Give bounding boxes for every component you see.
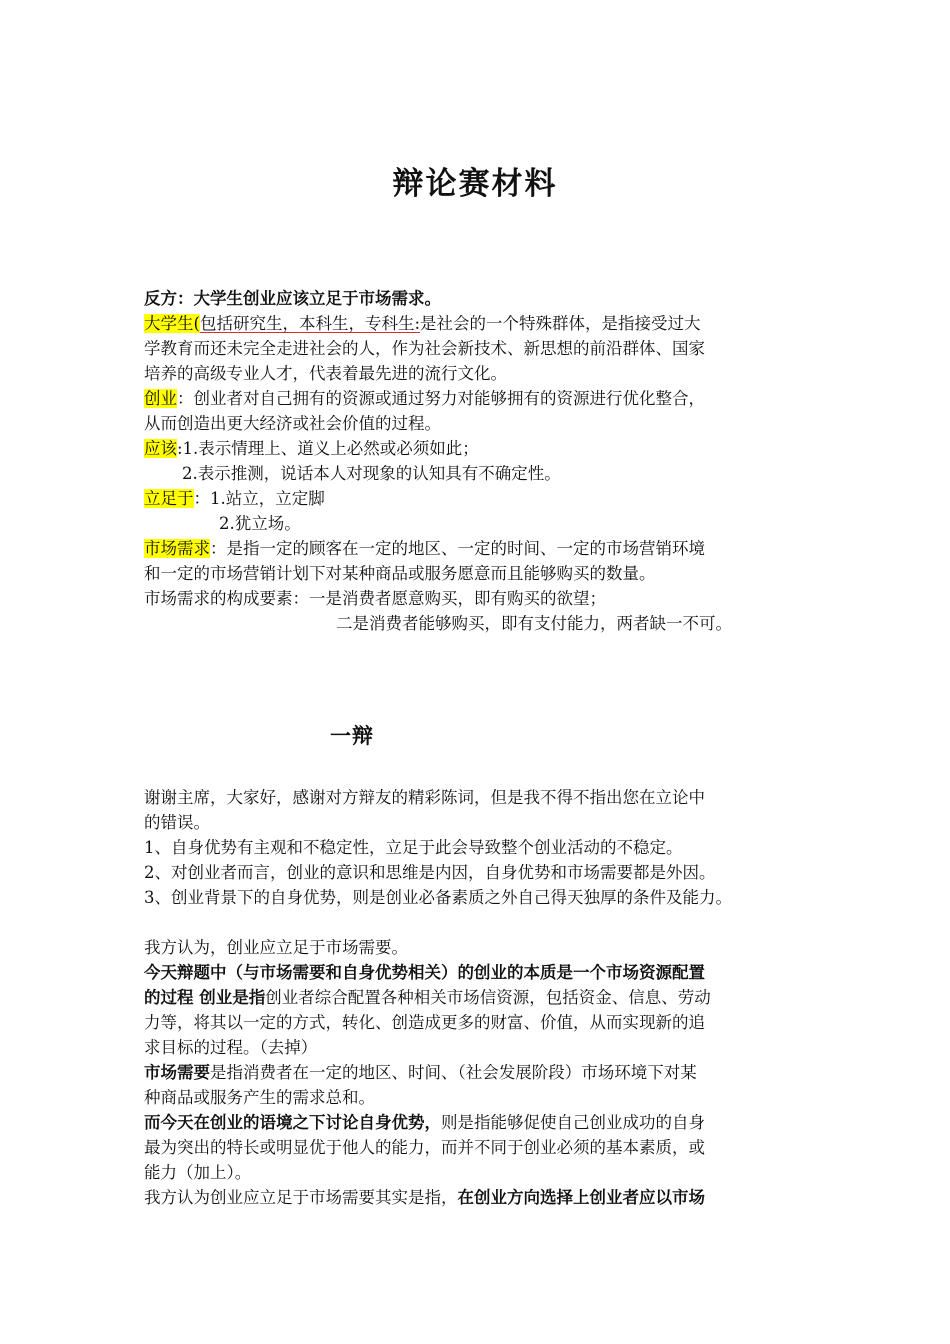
intro-line-2: 的错误。 xyxy=(144,813,210,832)
def-market-demand-line-2: 和一定的市场营销计划下对某种商品或服务愿意而且能够购买的数量。 xyxy=(144,564,656,583)
p2-line-1 xyxy=(144,1060,697,1085)
p3-bold-lead: 而今天在创业的语境之下讨论自身优势， xyxy=(144,1113,441,1132)
p4-text: 我方认为创业应立足于市场需要其实是指， xyxy=(144,1188,458,1207)
document-title: 辩论赛材料 xyxy=(392,166,558,202)
should-item-1: :1.表示情理上、道义上必然或必须如此； xyxy=(177,439,479,458)
p1-line-1: 今天辩题中（与市场需要和自身优势相关）的创业的本质是一个市场资源配置 xyxy=(144,963,705,982)
def-entrepreneurship-line-1 xyxy=(144,386,705,411)
entrepreneurship-def-text: ：创业者对自己拥有的资源或通过努力对能够拥有的资源进行优化整合， xyxy=(177,389,705,408)
student-scope: 包括研究生，本科生，专科生: xyxy=(199,314,420,333)
def-market-demand-line-1 xyxy=(144,536,705,561)
def-should-line-1 xyxy=(144,436,479,461)
stand-item-2: 2.犹立场。 xyxy=(219,514,301,533)
stand-item-1: ：1.站立，立定脚 xyxy=(193,489,325,508)
p3-line-3: 能力（加上）。 xyxy=(144,1163,252,1182)
section-heading: 一辩 xyxy=(330,723,374,748)
term-student: 大学生 xyxy=(144,314,194,333)
p2-text: 是指消费者在一定的地区、时间、（社会发展阶段）市场环境下对某 xyxy=(210,1063,697,1082)
def-student-line-2: 学教育而还未完全走进社会的人，作为社会新技术、新思想的前沿群体、国家 xyxy=(144,339,705,358)
paren-open: ( xyxy=(193,314,200,333)
intro-line-1: 谢谢主席，大家好，感谢对方辩友的精彩陈词，但是我不得不指出您在立论中 xyxy=(144,788,705,807)
should-item-2: 2.表示推测，说话本人对现象的认知具有不确定性。 xyxy=(182,464,561,483)
p1-line-2 xyxy=(144,985,711,1010)
p1-bold-lead: 的过程 创业是指 xyxy=(144,988,266,1007)
p1-text: 创业者综合配置各种相关市场信资源，包括资金、信息、劳动 xyxy=(265,988,711,1007)
market-demand-def-text: ：是指一定的顾客在一定的地区、一定的时间、一定的市场营销环境 xyxy=(210,539,705,558)
elements-line-1: 市场需求的构成要素：一是消费者愿意购买，即有购买的欲望； xyxy=(144,589,606,608)
term-stand: 立足于 xyxy=(144,489,194,508)
def-student-line-1 xyxy=(144,311,701,336)
point-1: 1、自身优势有主观和不稳定性，立足于此会导致整个创业活动的不稳定。 xyxy=(144,838,683,857)
p1-line-4: 求目标的过程。（去掉） xyxy=(144,1038,318,1057)
elements-line-2: 二是消费者能够购买，即有支付能力，两者缺一不可。 xyxy=(336,614,732,633)
p1-line-3: 力等，将其以一定的方式，转化、创造成更多的财富、价值，从而实现新的追 xyxy=(144,1013,705,1032)
point-3: 3、创业背景下的自身优势，则是创业必备素质之外自己得天独厚的条件及能力。 xyxy=(144,888,732,907)
term-should: 应该 xyxy=(144,439,177,458)
student-def-text: 是社会的一个特殊群体，是指接受过大 xyxy=(420,314,701,333)
def-stand-line-1 xyxy=(144,486,325,511)
p3-line-1 xyxy=(144,1110,705,1135)
stance-line: 反方：大学生创业应该立足于市场需求。 xyxy=(144,289,441,308)
p4-bold: 在创业方向选择上创业者应以市场 xyxy=(457,1188,705,1207)
p3-text: 则是指能够促使自己创业成功的自身 xyxy=(441,1113,705,1132)
p2-bold-term: 市场需要 xyxy=(144,1063,210,1082)
p3-line-2: 最为突出的特长或明显优于他人的能力，而并不同于创业必须的基本素质，或 xyxy=(144,1138,705,1157)
p2-line-2: 种商品或服务产生的需求总和。 xyxy=(144,1088,375,1107)
def-student-line-3: 培养的高级专业人才，代表着最先进的流行文化。 xyxy=(144,364,507,383)
p4-line-1 xyxy=(144,1185,705,1210)
term-entrepreneurship: 创业 xyxy=(144,389,177,408)
def-entrepreneurship-line-2: 从而创造出更大经济或社会价值的过程。 xyxy=(144,414,441,433)
term-market-demand: 市场需求 xyxy=(144,539,210,558)
view-statement: 我方认为，创业应立足于市场需要。 xyxy=(144,938,408,957)
point-2: 2、对创业者而言，创业的意识和思维是内因，自身优势和市场需要都是外因。 xyxy=(144,863,716,882)
